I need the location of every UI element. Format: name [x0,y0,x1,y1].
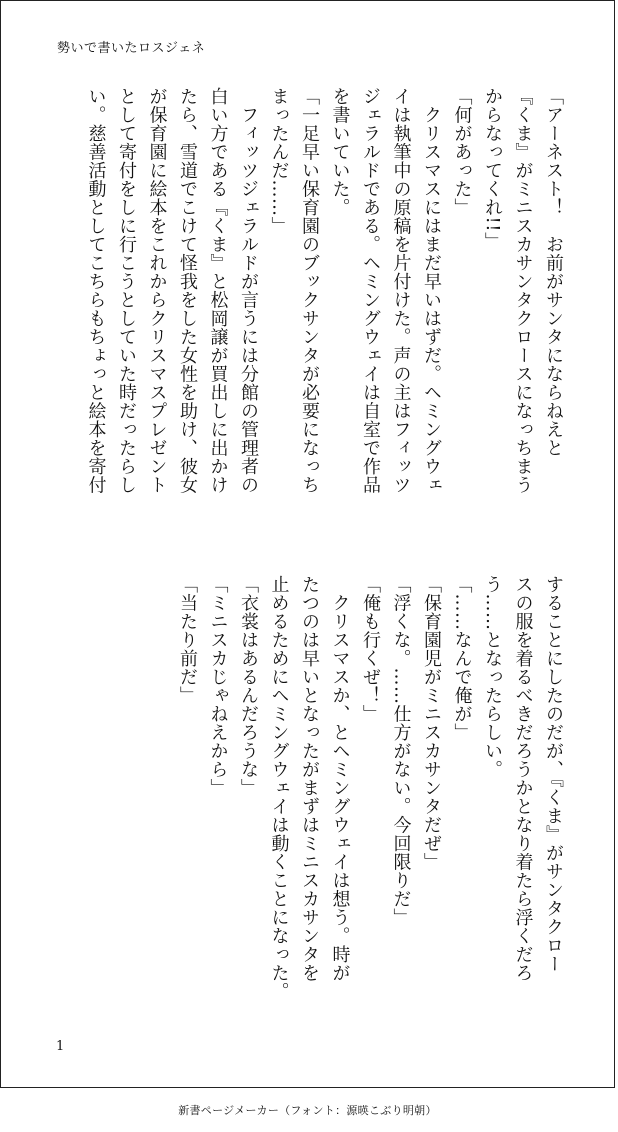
text-line: からなってくれ!!」 [482,87,503,251]
text-line: クリスマスか、とヘミングウェイは想う。時が [329,575,351,982]
text-line: が保育園に絵本をこれからクリスマスプレゼント [146,87,168,494]
page-number: 1 [56,1039,65,1054]
text-line: 「一足早い保育園のブックサンタが必要になっち [299,87,320,494]
text-line: スの服を着るべきだろうかとなり着たら浮くだろ [512,575,534,982]
text-line: イは執筆中の原稿を片付けた。声の主はフィッツ [390,87,412,494]
text-line: を書いていた。 [329,87,351,217]
text-line: 「アーネスト！ お前がサンタにならねえと [543,87,564,457]
text-line: い。慈善活動としてこちらもちょっと絵本を寄付 [85,87,107,494]
text-line: 「当たり前だ」 [177,575,198,705]
text-line: ジェラルドである。ヘミングウェイは自室で作品 [360,87,381,494]
text-line: 「衣裳はあるんだろうな」 [238,575,259,797]
text-line: 「俺も行くぜ！」 [360,575,381,723]
text-line: 白い方である『くま』と松岡譲が買出しに出かけ [207,87,229,494]
text-line: 「保育園児がミニスカサンタだぜ」 [421,575,442,871]
text-line: 『くま』がミニスカサンタクロースになっちまう [512,87,534,494]
text-line: う……となったらしい。 [482,575,503,779]
text-line: 止めるためにヘミングウェイは動くことになった。 [268,575,290,1001]
text-line: 「何があった」 [451,87,473,217]
text-line: 「ミニスカじゃねえから」 [207,575,229,797]
upper-text-block [80,87,568,527]
lower-text-block [172,575,569,1001]
text-line: たら、雪道でこけて怪我をした女性を助け、彼女 [177,87,198,494]
book-title: 勢いで書いたロスジェネ [57,41,206,56]
text-line: として寄付をしに行こうとしていた時だったらし [116,87,137,494]
text-line: たつのは早いとなったがまずはミニスカサンタを [299,575,320,982]
text-line: 「浮くな。……仕方がない。今回限りだ」 [390,575,412,927]
footer-credit: 新書ページメーカー（フォント：源暎こぶり明朝） [178,1104,437,1117]
text-line: することにしたのだが、『くま』がサンタクロー [543,575,564,973]
text-line: フィッツジェラルドが言うには分館の管理者の [238,87,259,494]
text-line: クリスマスにはまだ早いはずだ。ヘミングウェ [421,87,442,494]
text-line: 「……なんで俺が」 [451,575,473,742]
text-line: まったんだ……」 [268,87,290,235]
